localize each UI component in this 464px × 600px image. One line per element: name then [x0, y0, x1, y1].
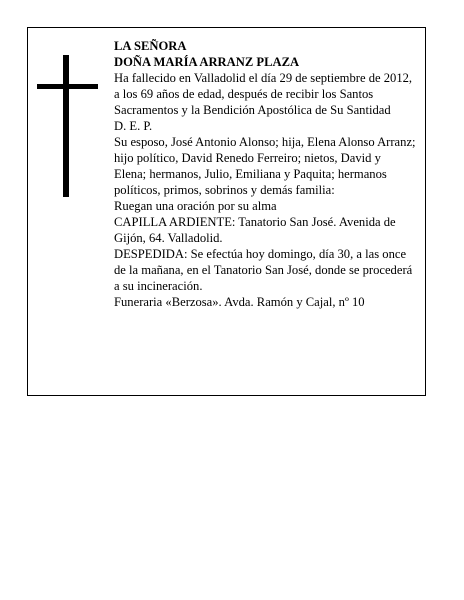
funeral-home-info: Funeraria «Berzosa». Avda. Ramón y Cajal, nº 10 [114, 295, 365, 309]
farewell-info: DESPEDIDA: Se efectúa hoy domingo, día 30, a las once de la mañana, en el Tanatorio San José, donde se procederá a su incineración. [114, 247, 413, 293]
heading-title: LA SEÑORA [114, 39, 187, 53]
dep-line: D. E. P. [114, 119, 153, 133]
obituary-text [114, 38, 416, 310]
cross-horizontal-bar [37, 84, 98, 89]
chapel-info: CAPILLA ARDIENTE: Tanatorio San José. Avenida de Gijón, 64. Valladolid. [114, 215, 396, 245]
deceased-name: DOÑA MARÍA ARRANZ PLAZA [114, 55, 300, 69]
latin-cross-icon [37, 55, 98, 197]
family-list: Su esposo, José Antonio Alonso; hija, Elena Alonso Arranz; hijo político, David Renedo Ferreiro; nietos, David y Elena; hermanos, Julio, Emiliana y Paquita; hermanos políticos, primos, sobrinos y demás familia: [114, 135, 416, 197]
death-statement: Ha fallecido en Valladolid el día 29 de septiembre de 2012, a los 69 años de edad, después de recibir los Santos Sacramentos y la Bendición Apostólica de Su Santidad [114, 71, 413, 117]
prayer-request: Ruegan una oración por su alma [114, 199, 277, 213]
cross-vertical-bar [63, 55, 69, 197]
